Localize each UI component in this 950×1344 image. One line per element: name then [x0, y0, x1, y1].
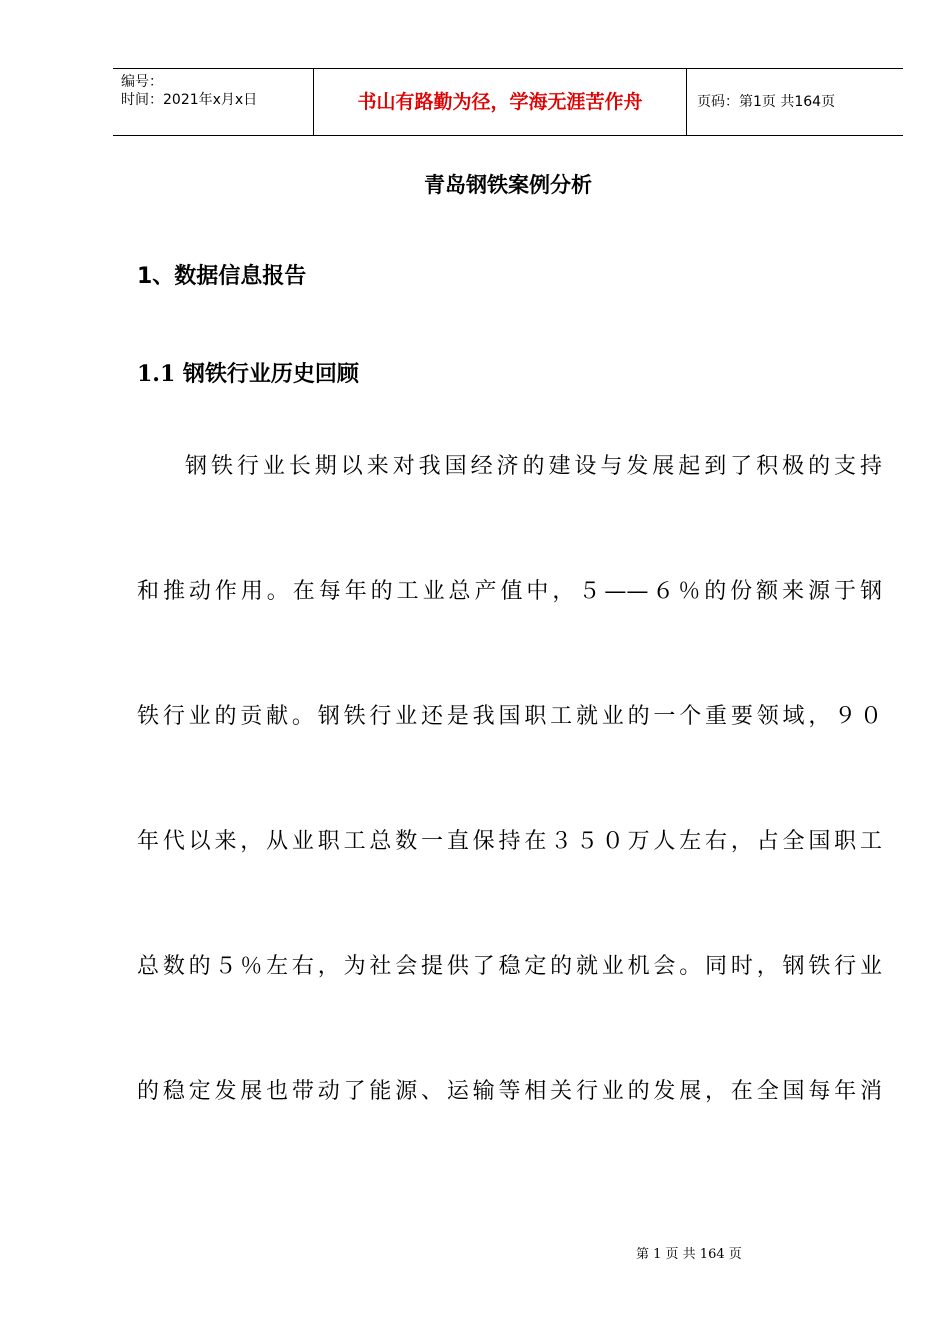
header-page-info: 页码：第1页 共164页: [697, 94, 836, 110]
page-header: [113, 68, 903, 136]
time-label: 时间：2021年x月x日: [121, 92, 258, 108]
paragraph-line: 的稳定发展也带动了能源、运输等相关行业的发展，在全国每年消: [137, 1079, 882, 1104]
paragraph-line: 铁行业的贡献。钢铁行业还是我国职工就业的一个重要领域，９０: [137, 704, 882, 729]
paragraph-line: 钢铁行业长期以来对我国经济的建设与发展起到了积极的支持: [185, 454, 882, 479]
subsection-heading: 1.1 钢铁行业历史回顾: [137, 361, 359, 387]
page-footer: 第 1 页 共 164 页: [636, 1247, 742, 1262]
paragraph-line: 总数的５％左右，为社会提供了稳定的就业机会。同时，钢铁行业: [137, 954, 882, 979]
number-label: 编号：: [121, 74, 163, 90]
header-meta: [113, 69, 313, 135]
section-heading: 1、数据信息报告: [137, 264, 307, 289]
paragraph-line: 和推动作用。在每年的工业总产值中，５——６％的份额来源于钢: [137, 579, 882, 604]
header-motto: 书山有路勤为径，学海无涯苦作舟: [313, 69, 687, 135]
document-title: 青岛钢铁案例分析: [424, 173, 592, 197]
paragraph-line: 年代以来，从业职工总数一直保持在３５０万人左右，占全国职工: [137, 829, 882, 854]
